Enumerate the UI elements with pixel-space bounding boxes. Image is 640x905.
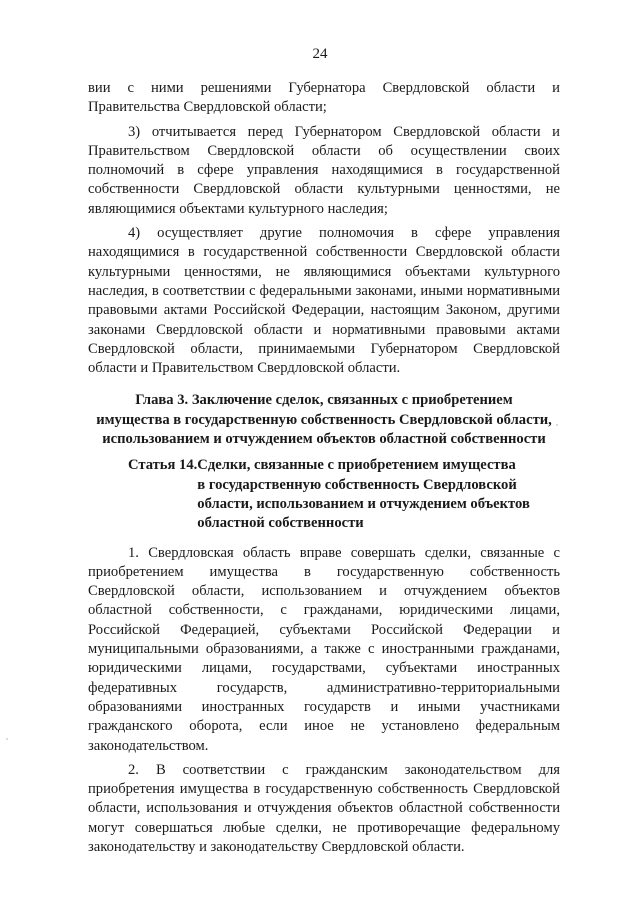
article-paragraph-2: 2. В соответствии с гражданским законодательством для приобретения имущества в государственную собственность Свердловской области, использования и отчуждения объектов областной собственности могут совершаться любые сделки, не противоречащие федеральному законодательству и законодательству Свердловской области. [88, 761, 560, 855]
chapter-heading [88, 391, 560, 449]
article-title-line: областной собственности [197, 515, 364, 532]
paragraph-item-4: 4) осуществляет другие полномочия в сфере управления находящимися в государственной собственности Свердловской области культурными ценностями, не являющимися объектами культурного наследия, в соответствии с федеральными законами, иными нормативными правовыми актами Российской Федерации, настоящим Законом, другими законами Свердловской области и нормативными правовыми актами Свердловской области, принимаемыми Губернатором Свердловской области и Правительством Свердловской области. [88, 225, 560, 377]
scan-speck [556, 424, 558, 426]
article-heading [88, 456, 560, 533]
article-paragraph-1: 1. Свердловская область вправе совершать сделки, связанные с приобретением имущества в государственную собственность Свердловской области, использованием и отчуждением объектов областной собственности, с гражданами, юридическими лицами, Российской Федерацией, субъектами Российской Федерации и муниципальными образованиями, а также с иностранными гражданами, юридическими лицами, государствами, субъектами иностранных федеративных государств, административно-территориальными образованиями иностранных государств и иными участниками гражданского оборота, если иное не установлено федеральным законодательством. [88, 544, 560, 754]
article-title-line: области, использованием и отчуждением объектов [197, 495, 530, 512]
chapter-heading-line: имущества в государственную собственность Свердловской области, [96, 411, 552, 428]
scan-speck [6, 738, 8, 740]
page-number: 24 [312, 46, 328, 62]
paragraph-item-3: 3) отчитывается перед Губернатором Свердловской области и Правительством Свердловской области об осуществлении своих полномочий в сфере управления находящимися в государственной собственности Свердловской области культурными ценностями, не являющимися объектами культурного наследия; [88, 123, 560, 217]
paragraph-continuation: вии с ними решениями Губернатора Свердловской области и Правительства Свердловской области; [88, 80, 560, 116]
document-body [88, 79, 560, 862]
chapter-heading-line: Глава 3. Заключение сделок, связанных с приобретением [135, 392, 513, 409]
article-label: Статья 14. [128, 457, 198, 474]
article-title [197, 456, 560, 533]
article-title-line: в государственную собственность Свердловской [197, 476, 517, 493]
article-title-line: Сделки, связанные с приобретением имущества [197, 457, 516, 474]
chapter-heading-line: использованием и отчуждением объектов областной собственности [102, 431, 546, 448]
